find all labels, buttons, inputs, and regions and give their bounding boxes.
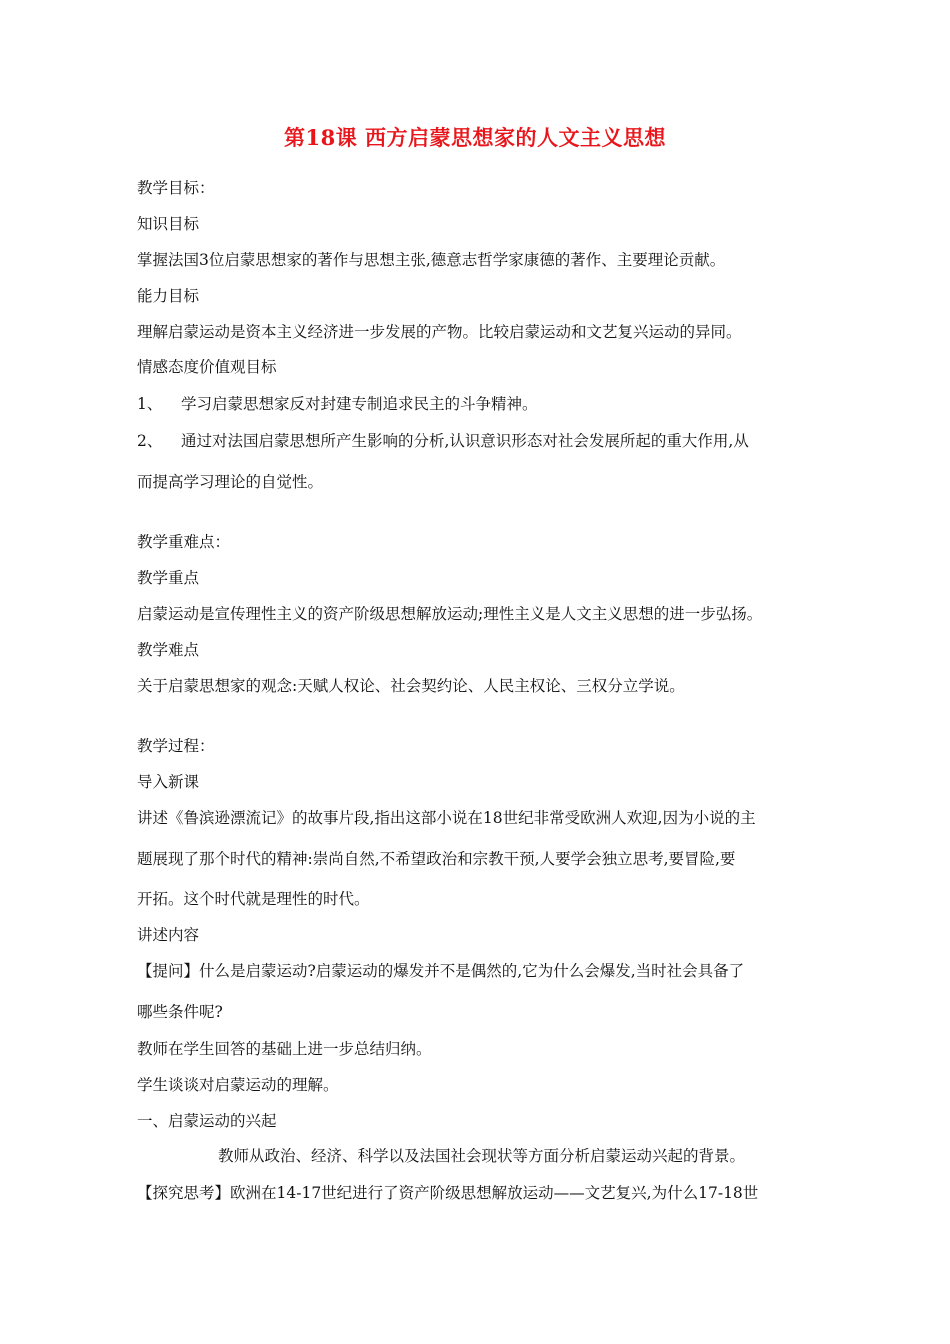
subheading-key-point: 教学重点 bbox=[137, 569, 200, 587]
list-item-1 bbox=[137, 394, 538, 414]
paragraph-difficult-point: 关于启蒙思想家的观念:天赋人权论、社会契约论、人民主权论、三权分立学说。 bbox=[137, 677, 685, 695]
subheading-difficult-point: 教学难点 bbox=[137, 641, 200, 659]
paragraph-intro-line-1: 讲述《鲁滨逊漂流记》的故事片段,指出这部小说在18世纪非常受欧洲人欢迎,因为小说的主 bbox=[137, 809, 756, 827]
list-item-2 bbox=[137, 431, 749, 451]
list-item-2-continued: 而提高学习理论的自觉性。 bbox=[137, 473, 324, 491]
subheading-ability-goal: 能力目标 bbox=[137, 287, 200, 305]
list-number-2: 2、 bbox=[137, 432, 163, 450]
subheading-knowledge-goal: 知识目标 bbox=[137, 215, 200, 233]
subheading-emotion-goal: 情感态度价值观目标 bbox=[137, 358, 277, 376]
paragraph-question-line-1: 【提问】什么是启蒙运动?启蒙运动的爆发并不是偶然的,它为什么会爆发,当时社会具备了 bbox=[137, 962, 745, 980]
subheading-introduction: 导入新课 bbox=[137, 773, 200, 791]
list-item-2-text: 通过对法国启蒙思想所产生影响的分析,认识意识形态对社会发展所起的重大作用,从 bbox=[181, 432, 749, 450]
paragraph-key-point: 启蒙运动是宣传理性主义的资产阶级思想解放运动;理性主义是人文主义思想的进一步弘扬。 bbox=[137, 605, 763, 623]
subheading-lecture-content: 讲述内容 bbox=[137, 926, 200, 944]
section-heading-rise-of-enlightenment: 一、启蒙运动的兴起 bbox=[137, 1112, 277, 1130]
paragraph-intro-line-2: 题展现了那个时代的精神:崇尚自然,不希望政治和宗教干预,人要学会独立思考,要冒险,要 bbox=[137, 850, 736, 868]
list-number-1: 1、 bbox=[137, 395, 163, 413]
paragraph-teacher-summary: 教师在学生回答的基础上进一步总结归纳。 bbox=[137, 1040, 432, 1058]
paragraph-question-line-2: 哪些条件呢? bbox=[137, 1003, 223, 1021]
paragraph-ability-goal: 理解启蒙运动是资本主义经济进一步发展的产物。比较启蒙运动和文艺复兴运动的异同。 bbox=[137, 323, 742, 341]
paragraph-background-analysis: 教师从政治、经济、科学以及法国社会现状等方面分析启蒙运动兴起的背景。 bbox=[218, 1147, 746, 1165]
document-title: 第18课 西方启蒙思想家的人文主义思想 bbox=[283, 125, 667, 150]
section-heading-teaching-process: 教学过程： bbox=[137, 737, 215, 755]
paragraph-student-discussion: 学生谈谈对启蒙运动的理解。 bbox=[137, 1076, 339, 1094]
list-item-1-text: 学习启蒙思想家反对封建专制追求民主的斗争精神。 bbox=[181, 395, 538, 413]
paragraph-inquiry-line-1: 【探究思考】欧洲在14-17世纪进行了资产阶级思想解放运动——文艺复兴,为什么17-18世 bbox=[137, 1184, 759, 1202]
section-heading-teaching-goals: 教学目标： bbox=[137, 179, 215, 197]
paragraph-knowledge-goal: 掌握法国3位启蒙思想家的著作与思想主张,德意志哲学家康德的著作、主要理论贡献。 bbox=[137, 251, 726, 269]
paragraph-intro-line-3: 开拓。这个时代就是理性的时代。 bbox=[137, 890, 370, 908]
section-heading-key-points: 教学重难点： bbox=[137, 533, 231, 551]
